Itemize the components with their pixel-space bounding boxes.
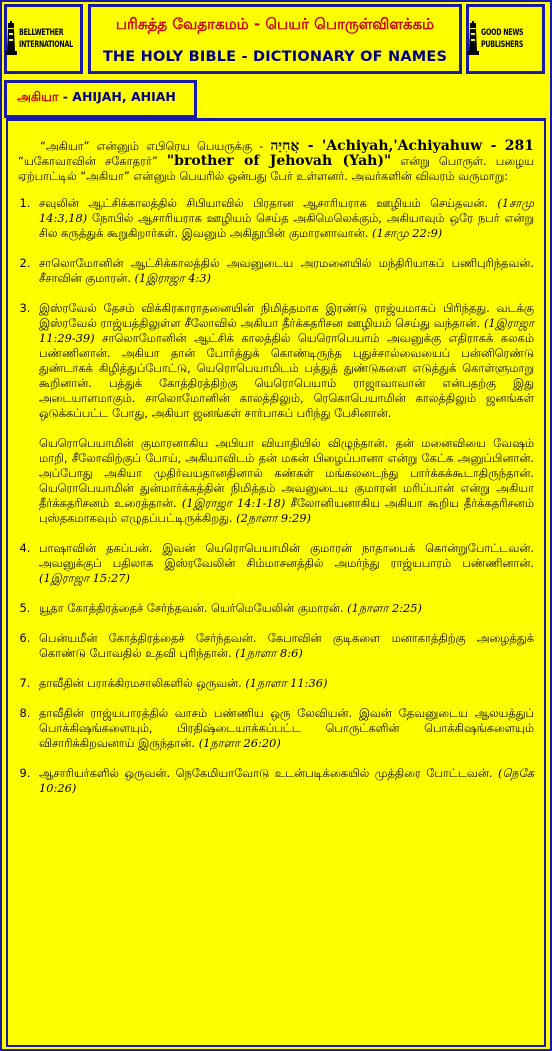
title-english: THE HOLY BIBLE - DICTIONARY OF NAMES <box>102 49 448 65</box>
scripture-ref: (1நாளா 2:25) <box>347 601 422 615</box>
entry-text: தாவீதின் பராக்கிரமசாலிகளில் ஒருவன். <box>39 676 246 690</box>
list-item <box>34 706 534 751</box>
intro-paragraph <box>18 139 534 184</box>
strongs-number: 281 <box>504 138 534 154</box>
list-item <box>34 196 534 241</box>
bellwether-logo <box>4 4 83 74</box>
list-item <box>34 256 534 286</box>
entry-text: தாவீதின் ராஜ்யபாரத்தில் வாசம் பண்ணிய ஒரு லேவியன். இவன் தேவனுடைய ஆலயத்துப் பொக்கிஷங்களையும், பிரதிஷ்டையாக்கப்பட்ட பொருட்களின் பொக்கிஷங்களையும் விசாரிக்கிறவனாய் இருந்தான். <box>39 706 534 750</box>
entry-text: நோபில் ஆசாரியராக ஊழியம் செய்த அகிமெலெக்கும், அகியாவும் ஒரே நபர் என்று சில கருத்துக் கூறுகிறார்கள். இவனும் அகிதூபின் குமாரனாவான். <box>39 211 534 240</box>
list-item <box>34 541 534 586</box>
entry-text: ஆசாரியர்களில் ஒருவன். நெகேமியாவோடு உடன்படிக்கையில் முத்திரை போட்டவன். <box>39 766 498 780</box>
scripture-ref: (1சாமு 22:9) <box>372 226 443 240</box>
list-item <box>34 766 534 796</box>
entry-text: யூதா கோத்திரத்தைச் சேர்ந்தவன். யெர்மெயேலின் குமாரன். <box>39 601 348 615</box>
right-logo-text: GOOD NEWS PUBLISHERS <box>480 28 523 50</box>
entry-paragraph-2 <box>39 436 534 526</box>
lighthouse-icon <box>5 21 17 57</box>
list-item <box>34 601 534 616</box>
title-tamil: பரிசுத்த வேதாகமம் - பெயர் பொருள்விளக்கம் <box>115 15 435 33</box>
lighthouse-icon <box>467 21 479 57</box>
scripture-ref: (2நாளா 9:29) <box>236 511 311 525</box>
entry-tab-english: - AHIJAH, AHIAH <box>58 89 176 104</box>
scripture-ref: (1நாளா 8:6) <box>235 646 303 660</box>
scripture-ref: (நெகே 10:26) <box>39 766 534 795</box>
entry-text: இஸ்ரவேல் தேசம் விக்கிரகாராதனையின் நிமித்தமாக இரண்டு ராஜ்யமாகப் பிரிந்தது. வடக்கு இஸ்ரவேல் ராஜ்யத்திலுள்ள சீலோவில் அகியா தீர்க்கதரிசன ஊழியம் செய்து வந்தான். <box>39 301 534 330</box>
content-panel <box>6 118 546 1047</box>
entry-text: யெரொபெயாமின் குமாரனாகிய அபியா வியாதியில் விழுந்தான். தன் மனைவியை வேஷம் மாறி, சீலோவிற்குப் போய், அகியாவிடம் தன் மகன் பிழைப்பானா என்று கேட்க அனுப்பினான். அப்போது அகியா முதிர்வயதானதினால் கண்கள் மங்கலடைந்து பார்க்கக்கூடாதிருந்தான். யெரொபெயாமின் துன்மார்க்கத்தின் நிமித்தம் அவனுடைய குமாரன் மரிப்பான் என்று அகியா தீர்க்கதரிசனம் உரைத்தான். <box>39 436 534 510</box>
scripture-ref: (1இராஜா 15:27) <box>39 571 130 585</box>
entries-list <box>18 196 534 796</box>
scripture-ref: (1சாமு 14:3,18) <box>39 196 534 225</box>
intro-part2: “யகோவாவின் சகோதரர்” <box>18 154 167 168</box>
english-meaning: "brother of Jehovah (Yah)" <box>166 153 392 169</box>
scripture-ref: (1இராஜா 14:1-18) <box>181 496 286 510</box>
entry-tab <box>4 80 197 118</box>
left-logo-text: BELLWETHER INTERNATIONAL <box>18 28 73 50</box>
list-item <box>34 631 534 661</box>
hebrew-name: אֲחִיָּה <box>270 138 300 154</box>
header-title-box <box>88 4 462 74</box>
good-news-logo <box>466 4 545 74</box>
entry-text: சீலோனியனாகிய அகியா கூறிய தீர்க்கதரிசனம் புஸ்தகமாகவும் எழுதப்பட்டிருக்கிறது. <box>39 496 534 525</box>
list-item <box>34 676 534 691</box>
entry-text: சாலொமோனின் ஆட்சிக்காலத்தில் அவனுடைய அரமனையில் மந்திரியாகப் பணிபுரிந்தவன். சீசாவின் குமாரன். <box>39 256 534 285</box>
scripture-ref: (1நாளா 11:36) <box>245 676 328 690</box>
entry-tab-tamil: அகியா <box>17 89 59 104</box>
list-item <box>34 301 534 526</box>
transliteration: - 'Achiyah,'Achiyahuw - <box>299 138 505 154</box>
entry-text: சாலொமோனின் ஆட்சிக் காலத்தில் யெரொபெயாம் அவனுக்கு எதிராகக் கலகம் பண்ணினான். அகியா தான் போர்த்துக் கொண்டிருந்த புதுச்சால்வையைப் பன்னிரெண்டு துண்டாகக் கிழித்துப்போட்டு, யெரொபெயாமிடம் பத்துத் துண்டுகளை எடுத்துக் கொள்ளுமாறு கூறினான். பத்துக் கோத்திரத்திற்கு யெரொபெயாம் ராஜாவாவான் என்பதற்கு இது அடையாளமாகும். சாலொமோனின் காலத்திலும், ரெகொபெயாமின் காலத்திலும் ஜனங்கள் ஒடுக்கப்பட்ட போது, அகியா ஜனங்கள் சார்பாகப் பரிந்து பேசினான். <box>39 331 534 420</box>
scripture-ref: (1நாளா 26:20) <box>198 736 281 750</box>
intro-part1: “அகியா” என்னும் எபிரெய பெயருக்கு - <box>40 139 271 153</box>
entry-text: சவுலின் ஆட்சிக்காலத்தில் சிபியாவில் பிரதான ஆசாரியராக ஊழியம் செய்தவன். <box>39 196 498 210</box>
scripture-ref: (1இராஜா 4:3) <box>134 271 211 285</box>
entry-text: பென்யமீன் கோத்திரத்தைச் சேர்ந்தவன். கேபாவின் குடிகளை மனாகாத்திற்கு அழைத்துக் கொண்டு போவதில் உதவி புரிந்தான். <box>39 631 534 660</box>
entry-text: பாஷாவின் தகப்பன். இவன் யெரொபெயாமின் குமாரன் நாதாபைக் கொன்றுபோட்டவன். அவனுக்குப் பதிலாக இஸ்ரவேலின் சிம்மாசனத்தில் அமர்ந்து ராஜ்யபாரம் பண்ணினான். <box>39 541 534 570</box>
intro-part3: என்று பொருள். பழைய ஏற்பாட்டில் “அகியா” என்னும் பெயரில் ஒன்பது பேர் உள்ளனர். அவர்களின் விவரம் வருமாறு: <box>18 154 534 183</box>
scripture-ref: (1இராஜா 11:29-39) <box>39 316 534 345</box>
